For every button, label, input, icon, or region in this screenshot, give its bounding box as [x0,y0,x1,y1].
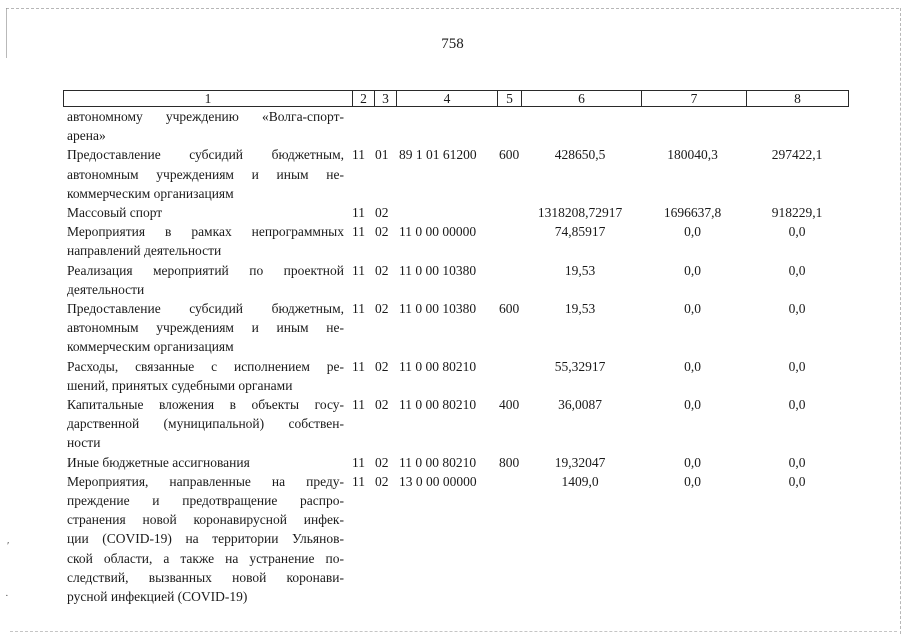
row-c3-value: 02 [375,262,389,278]
row-c6-value: 74,85917 [554,224,606,240]
row-c3-value: 02 [375,301,389,316]
row-description-line: Предоставление субсидий бюджетным, [67,301,344,316]
row-c3-value: 01 [375,147,389,163]
row-c6-value: 36,0087 [558,397,602,412]
row-description-line: ской области, а также на устранение по- [67,550,344,566]
header-col-2: 2 [352,91,374,106]
row-description-line: деятельности [67,281,145,297]
row-c3-value: 02 [375,205,389,220]
row-c7-value: 0,0 [684,262,701,278]
row-c2-value: 11 [352,224,365,240]
scan-mark: ʹ [7,540,10,552]
row-c2-value: 11 [352,205,365,220]
row-description-line: шений, принятых судебными органами [67,377,293,393]
row-description-line: Расходы, связанные с исполнением ре- [67,358,344,374]
row-c2-value: 11 [352,397,365,412]
row-description-line: направлений деятельности [67,243,222,259]
row-c7-value: 0,0 [684,397,701,412]
row-description-line: Иные бюджетные ассигнования [67,454,250,470]
row-description-line: странения новой коронавирусной инфек- [67,512,344,528]
header-col-5: 5 [497,91,521,106]
row-c8-value: 0,0 [788,358,806,374]
row-c8-value: 0,0 [788,224,806,240]
row-c8-value: 0,0 [788,397,806,412]
row-c6-value: 1409,0 [561,473,599,489]
row-description-line: русной инфекцией (COVID-19) [67,589,248,604]
row-c4-value: 11 0 00 80210 [399,454,477,470]
row-c3-value: 02 [375,397,389,412]
row-c2-value: 11 [352,262,365,278]
scan-edge-bottom [10,631,897,632]
header-col-3: 3 [374,91,396,106]
page-number: 758 [441,36,464,52]
row-description-line: Массовый спорт [67,205,163,220]
row-c4-value: 13 0 00 00000 [399,473,477,489]
row-description-line: Мероприятия в рамках непрограммных [67,224,344,240]
row-c2-value: 11 [352,358,365,374]
row-c4-value: 89 1 01 61200 [399,147,477,163]
row-c6-value: 19,32047 [554,454,606,470]
row-c7-value: 180040,3 [667,147,718,163]
scan-edge-right [900,8,901,634]
row-c5-value: 600 [499,301,520,316]
row-c8-value: 0,0 [788,301,806,316]
row-description-line: дарственной (муниципальной) собствен- [67,416,344,432]
row-c8-value: 0,0 [788,262,806,278]
row-description-line: Капитальные вложения в объекты госу- [67,397,344,412]
row-c8-value: 0,0 [788,473,806,489]
row-c8-value: 297422,1 [771,147,823,163]
row-c5-value: 400 [499,397,520,412]
row-c8-value: 918229,1 [771,205,823,220]
row-c6-value: 19,53 [564,262,596,278]
row-c7-value: 0,0 [684,454,701,470]
row-c8-value: 0,0 [788,454,806,470]
row-c2-value: 11 [352,473,365,489]
row-c5-value: 600 [499,147,520,163]
header-col-6: 6 [521,91,641,106]
row-c4-value: 11 0 00 80210 [399,397,477,412]
row-c3-value: 02 [375,358,389,374]
row-description-line: Реализация мероприятий по проектной [67,262,344,278]
row-c7-value: 0,0 [684,301,701,316]
row-c6-value: 428650,5 [554,147,606,163]
row-description-line: Предоставление субсидий бюджетным, [67,147,344,163]
row-c2-value: 11 [352,454,365,470]
row-description-line: автономным учреждениям и иным не- [67,320,344,336]
row-c4-value: 11 0 00 00000 [399,224,477,240]
row-c6-value: 19,53 [564,301,596,316]
row-description-line: преждение и предотвращение распро- [67,493,344,508]
row-c3-value: 02 [375,224,389,240]
row-description-line: автономным учреждениям и иным не- [67,166,344,182]
row-c7-value: 0,0 [684,473,701,489]
row-c7-value: 0,0 [684,224,701,240]
row-c3-value: 02 [375,454,389,470]
row-c7-value: 0,0 [684,358,701,374]
header-col-1: 1 [204,91,212,106]
header-col-8: 8 [746,91,848,106]
table-header-row [63,90,849,107]
row-description-line: автономному учреждению «Волга-спорт- [67,109,344,124]
row-c4-value: 11 0 00 10380 [399,301,477,316]
row-c4-value: 11 0 00 80210 [399,358,477,374]
scan-mark: · [5,590,9,602]
row-c4-value: 11 0 00 10380 [399,262,477,278]
row-description-line: ции (COVID-19) на территории Ульянов- [67,531,344,547]
row-description-line: коммерческим организациям [67,185,234,201]
row-description-line: Мероприятия, направленные на преду- [67,473,344,489]
row-description-line: арена» [67,128,106,144]
row-c7-value: 1696637,8 [663,205,722,220]
row-c2-value: 11 [352,301,365,316]
row-c6-value: 55,32917 [554,358,606,374]
row-c2-value: 11 [352,147,365,163]
row-c6-value: 1318208,72917 [537,205,623,220]
scan-edge-top [6,8,899,9]
row-description-line: коммерческим организациям [67,339,234,355]
row-c5-value: 800 [499,454,520,470]
row-description-line: следствий, вызванных новой коронави- [67,569,344,585]
header-col-4: 4 [396,91,497,106]
header-col-7: 7 [641,91,746,106]
row-c3-value: 02 [375,473,389,489]
row-description-line: ности [67,435,101,451]
